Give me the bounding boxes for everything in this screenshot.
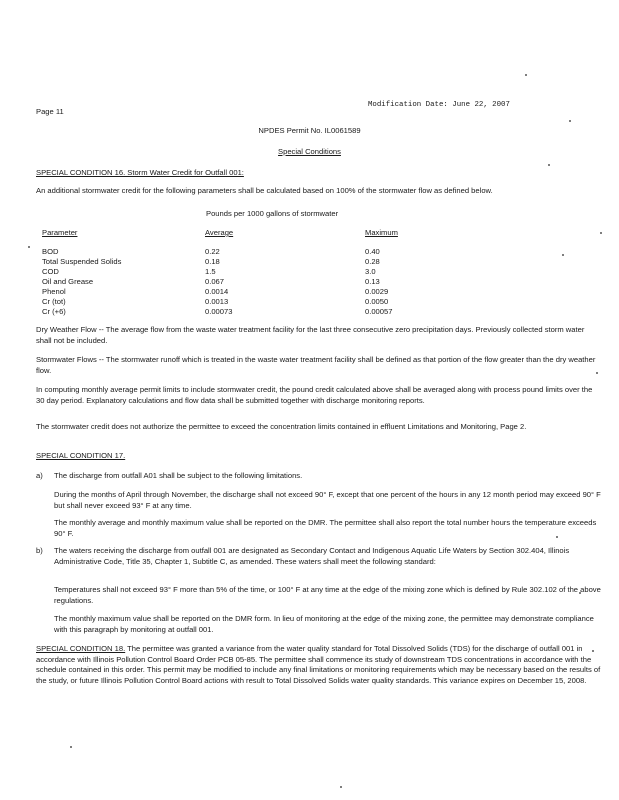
table-cell: 0.22	[205, 247, 220, 256]
condition-17-heading: SPECIAL CONDITION 17.	[36, 451, 126, 460]
item-b-label: b)	[36, 546, 43, 555]
item-a-label: a)	[36, 471, 43, 480]
scan-speck	[600, 232, 602, 234]
table-cell: 1.5	[205, 267, 216, 276]
table-caption: Pounds per 1000 gallons of stormwater	[206, 209, 339, 218]
table-cell: 0.18	[205, 257, 220, 266]
table-cell: 0.28	[365, 257, 380, 266]
table-cell: 0.40	[365, 247, 380, 256]
condition-18-paragraph	[36, 644, 602, 686]
scan-speck	[525, 74, 527, 76]
table-cell: Cr (tot)	[42, 297, 66, 306]
item-a-paragraph-2: The monthly average and monthly maximum value shall be reported on the DMR. The permittee shall also report the total number hours the temperature exceeds 90° F.	[54, 518, 597, 538]
table-cell: 0.0029	[365, 287, 389, 296]
table-cell: 0.0013	[205, 297, 229, 306]
scan-speck	[548, 164, 550, 166]
item-b-paragraph-2: The monthly maximum value shall be reported on the DMR form. In lieu of monitoring at the edge of the mixing zone, the permittee may demonstrate compliance with this paragraph by monitoring at outfall 001.	[54, 614, 594, 634]
item-b-text: The waters receiving the discharge from outfall 001 are designated as Secondary Contact and Indigenous Aquatic Life Waters by Section 302.404, Illinois Administrative Code, Title 35, Chapter 1, Subtitle C, as amended. These waters shall meet the following standard:	[54, 546, 570, 566]
permit-number: NPDES Permit No. IL0061589	[258, 126, 361, 135]
condition-18-heading: SPECIAL CONDITION 18.	[36, 644, 126, 653]
scan-speck	[28, 246, 30, 248]
column-header-parameter: Parameter	[42, 228, 78, 237]
page-number: Page 11	[36, 107, 64, 116]
table-cell: Cr (+6)	[42, 307, 66, 316]
condition-18-text: The permittee was granted a variance from the water quality standard for Total Dissolved Solids (TDS) for the discharge of outfall 001 in accordance with Illinois Pollution Control Board Order PCB 05-85. The permittee shall commence its study of downstream TDS concentrations in accordance with the schedule contained in this order. This permit may be modified to include any final limitations or monitoring requirements which may be necessary based on the results of the study, or future Illinois Pollution Control Board actions with result to Total Dissolved Solids water quality standards. This variance expires on December 15, 2008.	[36, 644, 601, 685]
section-title: Special Conditions	[278, 147, 341, 156]
item-a-text: The discharge from outfall A01 shall be subject to the following limitations.	[54, 471, 303, 480]
scan-speck	[70, 746, 72, 748]
column-header-maximum: Maximum	[365, 228, 398, 237]
table-cell: Oil and Grease	[42, 277, 94, 286]
condition-16-heading: SPECIAL CONDITION 16. Storm Water Credit for Outfall 001:	[36, 168, 244, 177]
column-header-average: Average	[205, 228, 234, 237]
credit-note: The stormwater credit does not authorize the permittee to exceed the concentration limits contained in effluent Limitations and Monitoring, Page 2.	[36, 422, 527, 431]
table-cell: COD	[42, 267, 59, 276]
table-cell: Phenol	[42, 287, 66, 296]
table-cell: 0.0014	[205, 287, 229, 296]
table-cell: 0.0050	[365, 297, 389, 306]
modification-date: Modification Date: June 22, 2007	[368, 101, 510, 109]
condition-16-intro: An additional stormwater credit for the following parameters shall be calculated based on 100% of the stormwater flow as defined below.	[36, 186, 493, 195]
table-cell: 0.13	[365, 277, 380, 286]
computing-paragraph: In computing monthly average permit limits to include stormwater credit, the pound credit calculated above shall be averaged along with process pound limits over the 30 day period. Explanatory calculations and flow data shall be submitted together with discharge monitoring reports.	[36, 385, 593, 405]
table-cell: Total Suspended Solids	[42, 257, 122, 266]
table-cell: 0.00057	[365, 307, 393, 316]
table-cell: 3.0	[365, 267, 376, 276]
scan-speck	[340, 786, 342, 788]
table-cell: 0.067	[205, 277, 225, 286]
table-cell: 0.00073	[205, 307, 233, 316]
item-a-paragraph-1: During the months of April through November, the discharge shall not exceed 90° F, except that one percent of the hours in any 12 month period may exceed 90° F but shall never exceed 93° F at any time.	[54, 490, 601, 510]
stormwater-flow-definition: Stormwater Flows -- The stormwater runoff which is treated in the waste water treatment facility shall be defined as that portion of the flow greater than the dry weather flow.	[36, 355, 596, 375]
item-b-paragraph-1: Temperatures shall not exceed 93° F more than 5% of the time, or 100° F at any time at the edge of the mixing zone which is defined by Rule 302.102 of the above regulations.	[54, 585, 601, 605]
dry-weather-definition: Dry Weather Flow -- The average flow from the waste water treatment facility for the last three consecutive zero precipitation days. Previously collected storm water shall not be included.	[36, 325, 585, 345]
table-cell: BOD	[42, 247, 59, 256]
scan-speck	[562, 254, 564, 256]
scan-speck	[569, 120, 571, 122]
